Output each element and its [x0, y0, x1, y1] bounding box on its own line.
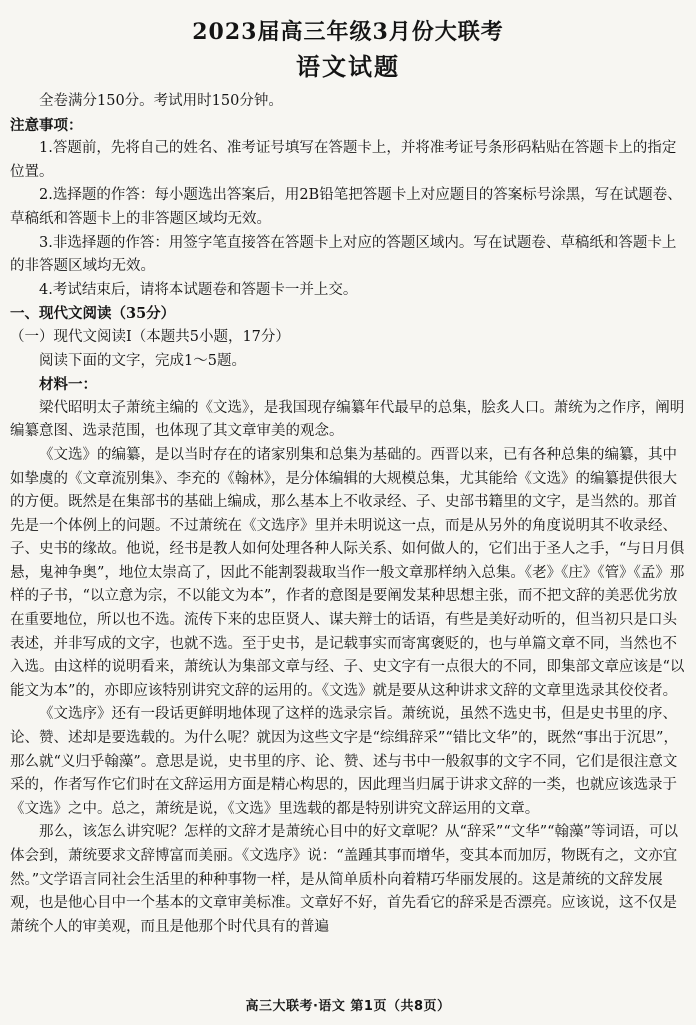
- notice-heading: 注意事项：: [10, 116, 83, 134]
- score-time-note: 全卷满分150分。考试用时150分钟。: [39, 93, 283, 109]
- page-footer: 高三大联考·语文 第1页（共8页）: [245, 999, 451, 1014]
- exam-content: [10, 90, 686, 939]
- passage-paragraph-1: 梁代昭明太子萧统主编的《文选》，是我国现存编纂年代最早的总集，脍炙人口。萧统为之作序，阐明编纂意图、选录范围，也体现了其文章审美的观念。: [10, 399, 685, 440]
- notice-item-2: 2.选择题的作答：每小题选出答案后，用2B铅笔把答题卡上对应题目的答案标号涂黑，写在试题卷、草稿纸和答题卡上的非答题区域均无效。: [10, 187, 682, 227]
- notice-item-1: 1.答题前，先将自己的姓名、准考证号填写在答题卡上，并将准考证号条形码粘贴在答题卡上的指定位置。: [10, 140, 677, 180]
- exam-title: 2023届高三年级3月份大联考: [192, 19, 504, 45]
- passage-paragraph-3: 《文选序》还有一段话更鲜明地体现了这样的选录宗旨。萧统说，虽然不选史书，但是史书里的序、论、赞、述却是要选载的。为什么呢？就因为这些文字是“综缉辞采”“错比文华”的，既然“事出于沉思”，那么就“义归乎翰藻”。意思是说，史书里的序、论、赞、述与书中一般叙事的文字不同，它们是很注意文采的，作者写作它们时在文辞运用方面是精心构思的，因此理当归属于讲求文辞的一类，也就应该选录于《文选》之中。总之，萧统是说，《文选》里选载的都是特别讲究文辞运用的文章。: [10, 706, 678, 817]
- notice-item-3: 3.非选择题的作答：用签字笔直接答在答题卡上对应的答题区域内。写在试题卷、草稿纸和答题卡上的非答题区域均无效。: [10, 234, 677, 275]
- notice-item-4: 4.考试结束后，请将本试题卷和答题卡一并上交。: [39, 281, 358, 298]
- material-label: 材料一：: [39, 376, 97, 394]
- section-heading: 一、现代文阅读（35分）: [10, 305, 176, 323]
- exam-subject-title: 语文试题: [296, 52, 400, 81]
- passage-paragraph-2: 《文选》的编纂，是以当时存在的诸家别集和总集为基础的。西晋以来，已有各种总集的编纂，其中如挚虞的《文章流别集》、李充的《翰林》，是分体编辑的大规模总集，尤其能给《文选》的编纂提供很大的方便。既然是在集部书的基础上编成，那么基本上不收录经、子、史部书籍里的文字，是当然的。那首先是一个体例上的问题。不过萧统在《文选序》里并未明说这一点，而是从另外的角度说明其不收录经、子、史书的缘故。他说，经书是教人如何处理各种人际关系、如何做人的，它们出于圣人之手，“与日月俱悬，鬼神争奥”，地位太崇高了，因此不能割裂裁取当作一般文章那样纳入总集。《老》《庄》《管》《孟》那样的子书，“以立意为宗，不以能文为本”，作者的意图是要阐发某种思想主张，而不把文辞的美恶优劣放在重要地位，所以也不选。流传下来的忠臣贤人、谋夫辩士的话语，有些是美好动听的，但当初只是口头表述，并非写成的文字，也就不选。至于史书，是记载事实而寄寓褒贬的，也与单篇文章不同，当然也不入选。由这样的说明看来，萧统认为集部文章与经、子、史文字有一点很大的不同，即集部文章应该是“以能文为本”的，亦即应该特别讲究文辞的运用的。《文选》就是要从这种讲求文辞的文章里选录其佼佼者。: [10, 446, 685, 699]
- reading-instruction: 阅读下面的文字，完成1～5题。: [39, 352, 246, 369]
- subsection-heading: （一）现代文阅读Ⅰ（本题共5小题，17分）: [10, 328, 290, 345]
- passage-paragraph-4: 那么，该怎么讲究呢？怎样的文辞才是萧统心目中的好文章呢？从“辞采”“文华”“翰藻”等词语，可以体会到，萧统要求文辞博富而美丽。《文选序》说：“盖踵其事而增华，变其本而加厉，物既有之，文亦宜然。”文学语言同社会生活里的种种事物一样，是从简单质朴向着精巧华丽发展的。这是萧统的文辞发展观，也是他心目中一个基本的文章审美标准。文章好不好，首先看它的辞采是否漂亮。应该说，这不仅是萧统个人的审美观，而且是他那个时代具有的普遍: [10, 824, 678, 935]
